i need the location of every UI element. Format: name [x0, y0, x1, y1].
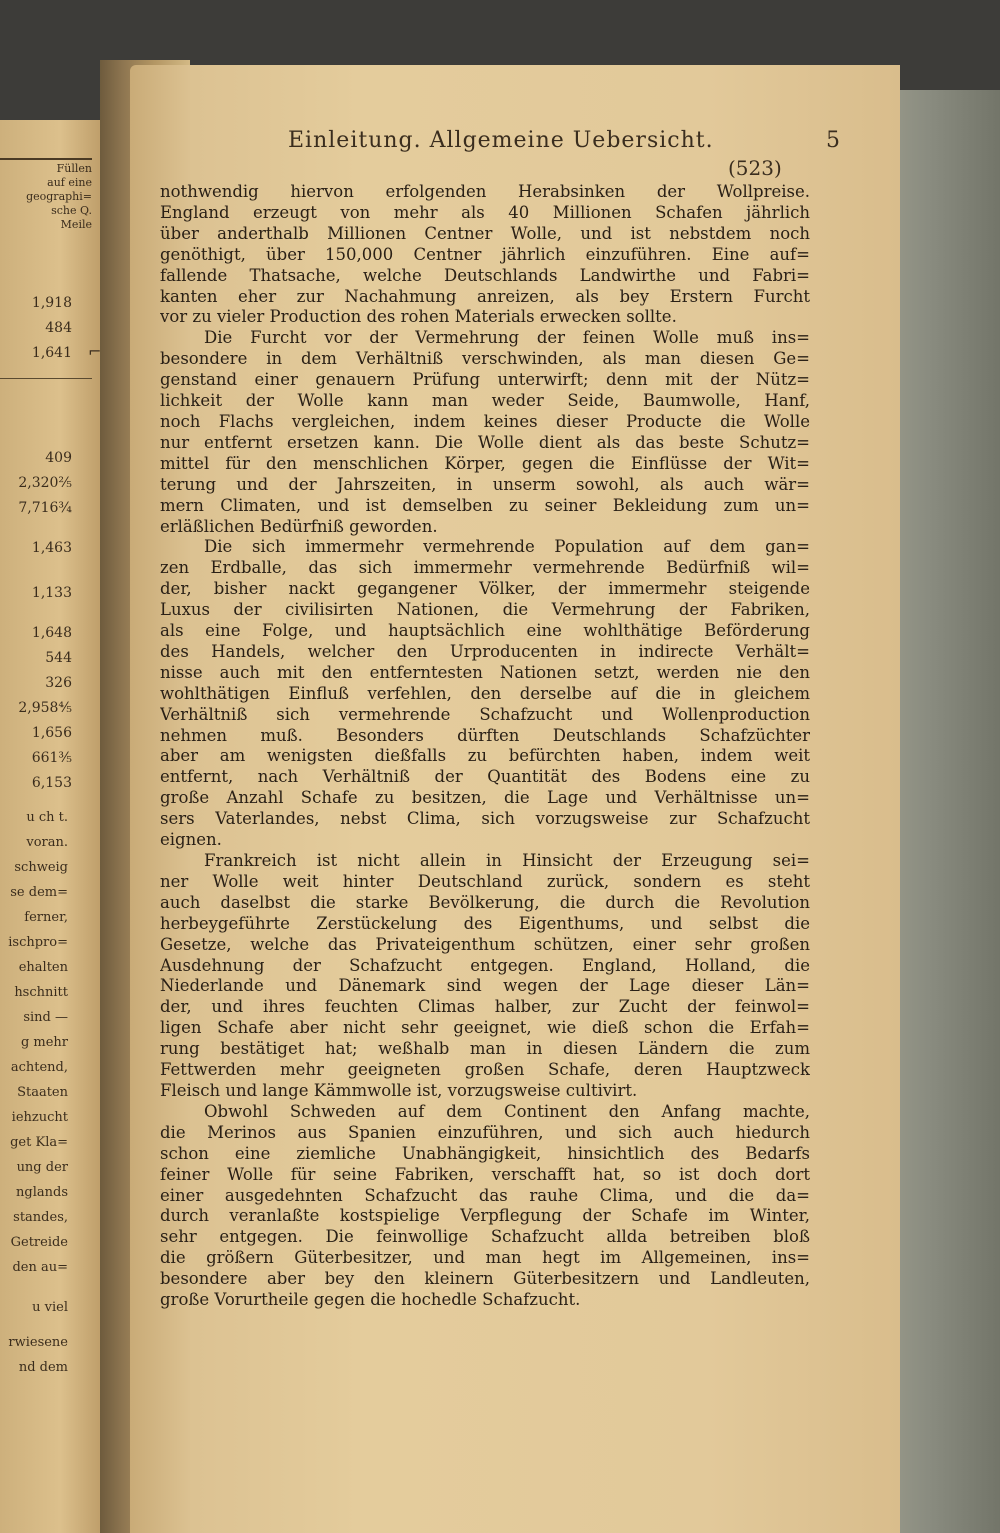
text-line: vor zu vieler Production des rohen Materials erwecken sollte.: [160, 307, 677, 327]
left-number: 7,716¾: [18, 500, 72, 516]
text-line: rung bestätiget hat; weßhalb man in diesen Ländern die zum: [160, 1039, 810, 1059]
text-line: entfernt, nach Verhältniß der Quantität des Bodens eine zu: [160, 767, 810, 787]
left-text-fragment: nd dem: [18, 1360, 68, 1375]
left-number: 1,133: [31, 585, 72, 601]
text-line: mittel für den menschlichen Körper, gegen die Einflüsse der Wit=: [160, 453, 810, 473]
text-line: nehmen muß. Besonders dürften Deutschlands Schafzüchter: [160, 725, 810, 745]
left-text-fragment: achtend,: [10, 1060, 68, 1075]
text-line: Gesetze, welche das Privateigenthum schützen, einer sehr großen: [160, 934, 810, 954]
text-line: besondere aber bey den kleinern Güterbesitzern und Landleuten,: [160, 1269, 810, 1289]
left-text-fragment: Staaten: [17, 1085, 68, 1100]
text-line: noch Flachs vergleichen, indem keines dieser Producte die Wolle: [160, 411, 810, 431]
text-line: nisse auch mit den entferntesten Nationen setzt, werden nie den: [160, 662, 810, 682]
body-text: [160, 182, 810, 1311]
text-line: fallende Thatsache, welche Deutschlands Landwirthe und Fabri=: [160, 265, 810, 285]
text-line: einer ausgedehnten Schafzucht das rauhe Clima, und die da=: [160, 1185, 810, 1205]
text-line: genöthigt, über 150,000 Centner jährlich einzuführen. Eine auf=: [160, 244, 810, 264]
text-line: Verhältniß sich vermehrende Schafzucht und Wollenproduction: [160, 704, 810, 724]
text-line: wohlthätigen Einfluß verfehlen, den derselbe auf die in gleichem: [160, 683, 810, 703]
paragraph: [160, 182, 810, 328]
text-line: sers Vaterlandes, nebst Clima, sich vorzugsweise zur Schafzucht: [160, 809, 810, 829]
left-text-fragment: ehalten: [18, 960, 68, 975]
paragraph: [160, 1102, 810, 1311]
text-line: Die Furcht vor der Vermehrung der feinen Wolle muß ins=: [204, 328, 810, 348]
text-line: über anderthalb Millionen Centner Wolle, und ist nebstdem noch: [160, 223, 810, 243]
left-text-fragment: den au=: [12, 1260, 68, 1275]
left-text-fragment: get Kla=: [10, 1135, 68, 1150]
text-line: England erzeugt von mehr als 40 Millionen Schafen jährlich: [160, 202, 810, 222]
left-text-fragment: sind —: [23, 1010, 68, 1025]
left-text-fragment: nglands: [16, 1185, 68, 1200]
left-text-fragment: Getreide: [10, 1235, 68, 1250]
text-line: Niederlande und Dänemark sind wegen der Lage dieser Län=: [160, 976, 810, 996]
left-header-line: auf eine: [47, 176, 92, 189]
text-line: die größern Güterbesitzer, und man hegt im Allgemeinen, ins=: [160, 1248, 810, 1268]
left-page-column-header: [0, 162, 92, 232]
text-line: große Vorurtheile gegen die hochedle Schafzucht.: [160, 1290, 581, 1310]
text-line: genstand einer genauern Prüfung unterwirft; denn mit der Nütz=: [160, 370, 810, 390]
text-line: feiner Wolle für seine Fabriken, verschafft hat, so ist doch dort: [160, 1164, 810, 1184]
left-number: 1,641: [31, 345, 72, 361]
left-text-fragment: u ch t.: [26, 810, 68, 825]
text-line: nur entfernt ersetzen kann. Die Wolle dient als das beste Schutz=: [160, 432, 810, 452]
text-line: die Merinos aus Spanien einzuführen, und sich auch hiedurch: [160, 1122, 810, 1142]
text-line: mern Climaten, und ist demselben zu seiner Bekleidung zum un=: [160, 495, 810, 515]
margin-mark: ⌐: [88, 342, 102, 361]
left-header-line: Meile: [60, 218, 92, 231]
text-line: große Anzahl Schafe zu besitzen, die Lage und Verhältnisse un=: [160, 788, 810, 808]
left-header-line: geographi=: [26, 190, 92, 203]
original-page-number: (523): [728, 156, 782, 180]
text-line: sehr entgegen. Die feinwollige Schafzucht allda betreiben bloß: [160, 1227, 810, 1247]
left-text-fragment: standes,: [13, 1210, 68, 1225]
left-text-fragment: ferner,: [24, 910, 68, 925]
left-text-fragment: ischpro=: [8, 935, 68, 950]
left-page: [0, 120, 100, 1533]
left-number: 326: [45, 675, 72, 691]
left-text-fragment: ung der: [16, 1160, 68, 1175]
text-line: des Handels, welcher den Urproducenten in indirecte Verhält=: [160, 641, 810, 661]
left-number: 1,918: [31, 295, 72, 311]
text-line: aber am wenigsten dießfalls zu befürchten haben, indem weit: [160, 746, 810, 766]
text-line: herbeygeführte Zerstückelung des Eigenthums, und selbst die: [160, 913, 810, 933]
text-line: terung und der Jahrszeiten, in unserm sowohl, als auch wär=: [160, 474, 810, 494]
left-number: 2,320⅖: [18, 475, 72, 491]
page-number: 5: [826, 128, 840, 153]
left-text-fragment: g mehr: [20, 1035, 68, 1050]
text-line: Die sich immermehr vermehrende Population auf dem gan=: [204, 537, 810, 557]
text-line: besondere in dem Verhältniß verschwinden, als man diesen Ge=: [160, 349, 810, 369]
text-line: durch veranlaßte kostspielige Verpflegung der Schafe im Winter,: [160, 1206, 810, 1226]
left-number: 409: [45, 450, 72, 466]
text-line: Luxus der civilisirten Nationen, die Vermehrung der Fabriken,: [160, 600, 810, 620]
left-text-fragment: u viel: [32, 1300, 68, 1315]
paragraph: [160, 537, 810, 851]
left-text-fragment: schweig: [14, 860, 68, 875]
text-line: schon eine ziemliche Unabhängigkeit, hinsichtlich des Bedarfs: [160, 1143, 810, 1163]
text-line: kanten eher zur Nachahmung anreizen, als bey Erstern Furcht: [160, 286, 810, 306]
text-line: nothwendig hiervon erfolgenden Herabsinken der Wollpreise.: [160, 182, 810, 201]
left-text-fragment: voran.: [26, 835, 68, 850]
text-line: der, bisher nackt gegangener Völker, der immermehr steigende: [160, 579, 810, 599]
left-number: 1,656: [31, 725, 72, 741]
left-number: 484: [45, 320, 72, 336]
left-number: 1,648: [31, 625, 72, 641]
text-line: als eine Folge, und hauptsächlich eine wohlthätige Beförderung: [160, 621, 810, 641]
text-line: Fettwerden mehr geeigneten großen Schafe, deren Hauptzweck: [160, 1060, 810, 1080]
text-line: eignen.: [160, 830, 222, 850]
text-line: Fleisch und lange Kämmwolle ist, vorzugsweise cultivirt.: [160, 1080, 638, 1100]
left-header-line: Füllen: [56, 162, 92, 175]
text-line: der, und ihres feuchten Climas halber, zur Zucht der feinwol=: [160, 997, 810, 1017]
text-line: ner Wolle weit hinter Deutschland zurück, sondern es steht: [160, 871, 810, 891]
left-number: 1,463: [31, 540, 72, 556]
left-text-fragment: rwiesene: [8, 1335, 68, 1350]
paragraph: [160, 328, 810, 537]
left-number: 544: [45, 650, 72, 666]
left-page-rule: [0, 158, 92, 160]
text-line: Frankreich ist nicht allein in Hinsicht der Erzeugung sei=: [204, 851, 810, 870]
text-line: Obwohl Schweden auf dem Continent den Anfang machte,: [204, 1101, 810, 1121]
text-line: zen Erdballe, das sich immermehr vermehrende Bedürfniß wil=: [160, 558, 810, 578]
left-header-line: sche Q.: [51, 204, 92, 217]
left-page-rule: [0, 378, 92, 379]
text-line: lichkeit der Wolle kann man weder Seide, Baumwolle, Hanf,: [160, 391, 810, 411]
left-number: 661⅗: [31, 750, 72, 766]
paragraph: [160, 851, 810, 1102]
left-text-fragment: se dem=: [10, 885, 68, 900]
text-line: auch daselbst die starke Bevölkerung, die durch die Revolution: [160, 892, 810, 912]
left-text-fragment: iehzucht: [11, 1110, 68, 1125]
text-line: ligen Schafe aber nicht sehr geeignet, wie dieß schon die Erfah=: [160, 1018, 810, 1038]
left-text-fragment: hschnitt: [14, 985, 68, 1000]
text-line: erläßlichen Bedürfniß geworden.: [160, 516, 438, 536]
page-header-title: Einleitung. Allgemeine Uebersicht.: [288, 128, 714, 153]
left-number: 6,153: [31, 775, 72, 791]
left-number: 2,958⅘: [18, 700, 72, 716]
text-line: Ausdehnung der Schafzucht entgegen. England, Holland, die: [160, 955, 810, 975]
